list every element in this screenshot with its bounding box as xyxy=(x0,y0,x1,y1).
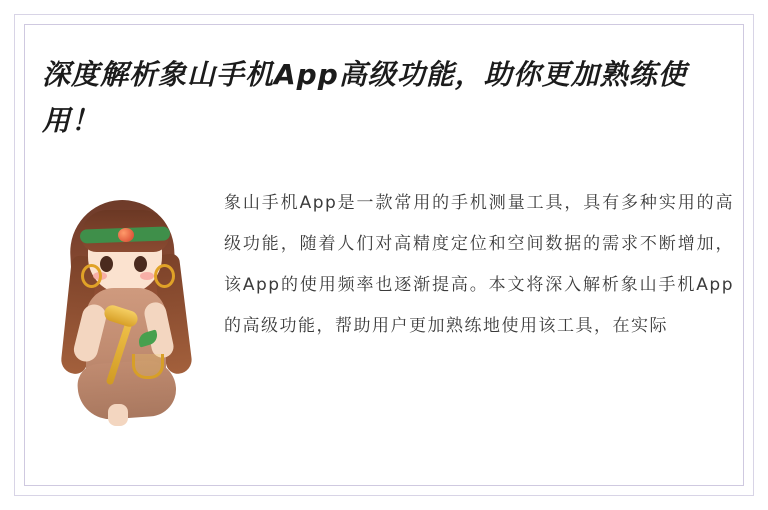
leg-shape xyxy=(108,404,128,426)
left-earring-icon xyxy=(81,264,102,288)
right-earring-icon xyxy=(154,264,175,288)
left-eye-shape xyxy=(100,256,113,272)
article-paragraph: 象山手机App是一款常用的手机测量工具，具有多种实用的高级功能，随着人们对高精度定位和空间数据的需求不断增加，该App的使用频率也逐渐提高。本文将深入解析象山手机App的高级功能，帮助用户更加熟练地使用该工具，在实际 xyxy=(224,193,734,336)
page-title: 深度解析象山手机App高级功能，助你更加熟练使用！ xyxy=(42,58,687,137)
right-eye-shape xyxy=(134,256,147,272)
right-blush-shape xyxy=(140,272,154,280)
character-illustration xyxy=(48,176,208,421)
headband-gem-icon xyxy=(118,228,134,242)
article-body-area xyxy=(34,166,734,456)
measuring-tool-bowl-shape xyxy=(132,354,164,379)
article-content xyxy=(34,34,734,476)
